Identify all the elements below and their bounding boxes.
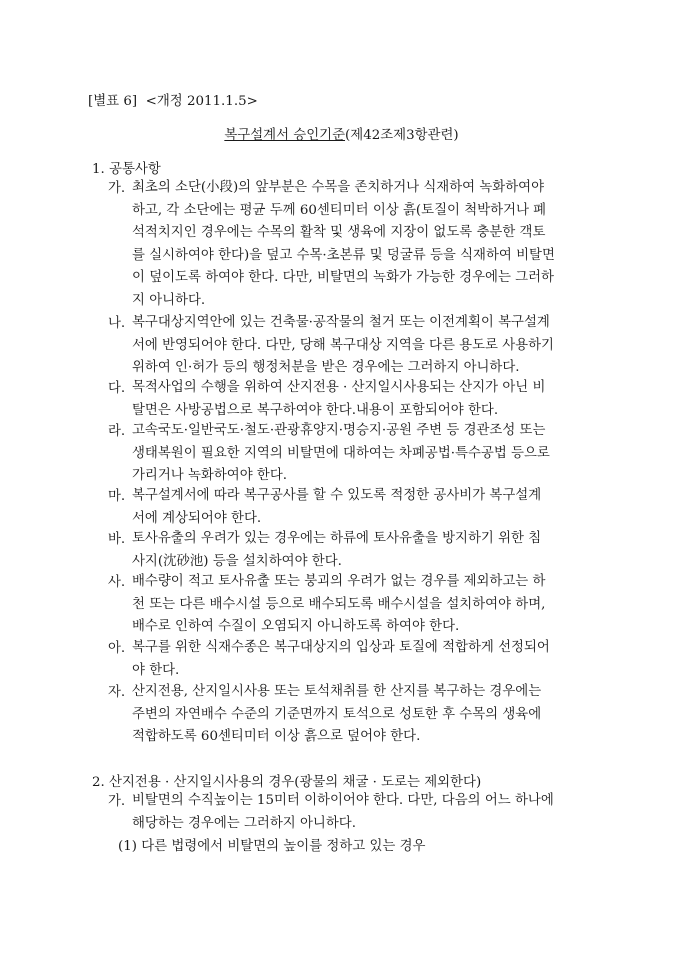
clause-body	[132, 377, 596, 422]
clause-body	[132, 420, 596, 488]
amendment-date: <개정 2011.1.5>	[145, 94, 258, 109]
clause-line: 서에 반영되어야 한다. 다만, 당해 복구대상 지역을 다른 용도로 사용하기	[132, 337, 554, 353]
clause-line: 지 아니하다.	[132, 292, 206, 308]
clause-marker: 바.	[108, 532, 126, 547]
clause-marker: 사.	[108, 575, 126, 590]
clause-line: 하고, 각 소단에는 평균 두께 60센티미터 이상 흙(토질이 척박하거나 폐	[132, 202, 547, 218]
clause-line: 토사유출의 우려가 있는 경우에는 하류에 토사유출을 방지하기 위한 침	[132, 531, 542, 546]
clause-marker: 자.	[108, 685, 126, 700]
clause-line: 위하여 인·허가 등의 행정처분을 받은 경우에는 그러하지 아니하다.	[132, 360, 520, 375]
annex-label: [별표 6]	[88, 94, 138, 109]
clause-line: 복구대상지역안에 있는 건축물·공작물의 철거 또는 이전계획이 복구설계	[132, 315, 550, 330]
annex-header	[88, 90, 258, 109]
clause-marker: 나.	[108, 316, 126, 331]
clause-line: 배수로 인하여 수질이 오염되지 아니하도록 하여야 한다.	[132, 619, 460, 634]
clause-line: 서에 계상되어야 한다.	[132, 510, 262, 526]
clause-line: 이 덮이도록 하여야 한다. 다만, 비탈면의 녹화가 가능한 경우에는 그러하	[132, 270, 554, 285]
clause-marker: 다.	[108, 381, 126, 396]
section-1-heading: 1. 공통사항	[92, 162, 161, 177]
clause-line: 주변의 자연배수 수준의 기준면까지 토석으로 성토한 후 수목의 생육에	[132, 706, 542, 722]
clause-line: 야 한다.	[132, 662, 180, 678]
clause-line: 탈면은 사방공법으로 복구하여야 한다.내용이 포함되어야 한다.	[132, 402, 499, 418]
title-main: 복구설계서 승인기준	[224, 128, 346, 143]
clause-body	[132, 312, 596, 380]
clause-body	[132, 681, 596, 749]
clause-body	[132, 485, 596, 530]
clause-line: 석적치지인 경우에는 수목의 활착 및 생육에 지장이 없도록 충분한 객토	[132, 225, 546, 240]
clause-marker: 가.	[108, 794, 126, 809]
clause-line: 가리거나 녹화하여야 한다.	[132, 468, 288, 483]
clause-body	[132, 177, 596, 312]
clause-line: 배수량이 적고 토사유출 또는 붕괴의 우려가 없는 경우를 제외하고는 하	[132, 574, 546, 589]
clause-body	[132, 528, 596, 573]
clause-line: 적합하도록 60센티미터 이상 흙으로 덮어야 한다.	[132, 729, 421, 744]
clause-line: 를 실시하여야 한다)을 덮고 수목·초본류 및 덩굴류 등을 식재하여 비탈면	[132, 247, 555, 263]
clause-line: 고속국도·일반국도·철도·관광휴양지·명승지·공원 주변 등 경관조성 또는	[132, 423, 546, 438]
clause-marker: 마.	[108, 489, 126, 504]
clause-line: 사지(沈砂池) 등을 설치하여야 한다.	[132, 553, 342, 569]
clause-line: 해당하는 경우에는 그러하지 아니하다.	[132, 815, 356, 831]
section-2-heading: 2. 산지전용 · 산지일시사용의 경우(광물의 채굴 · 도로는 제외한다)	[92, 775, 482, 790]
document-title	[0, 124, 683, 143]
clause-line: 산지전용, 산지일시사용 또는 토석채취를 한 산지를 복구하는 경우에는	[132, 684, 542, 699]
clause-line: 천 또는 다른 배수시설 등으로 배수되도록 배수시설을 설치하여야 하며,	[132, 596, 546, 612]
clause-marker: 아.	[108, 641, 126, 656]
clause-marker: 가.	[108, 181, 126, 196]
clause-line: 최초의 소단(小段)의 앞부분은 수목을 존치하거나 식재하여 녹화하여야	[132, 180, 545, 195]
clause-line: 생태복원이 필요한 지역의 비탈면에 대하여는 차폐공법·특수공법 등으로	[132, 445, 550, 461]
clause-line: 복구를 위한 식재수종은 복구대상지의 입상과 토질에 적합하게 선정되어	[132, 640, 550, 655]
clause-line: 비탈면의 수직높이는 15미터 이하이어야 한다. 다만, 다음의 어느 하나에	[132, 793, 554, 808]
clause-line: 복구설계서에 따라 복구공사를 할 수 있도록 적정한 공사비가 복구설계	[132, 488, 542, 503]
clause-marker: 라.	[108, 424, 126, 439]
title-reference: (제42조제3항관련)	[345, 128, 459, 143]
clause-body	[132, 637, 596, 682]
subclause-1: (1) 다른 법령에서 비탈면의 높이를 정하고 있는 경우	[118, 839, 426, 854]
clause-body	[132, 571, 596, 639]
clause-body	[132, 790, 596, 835]
clause-line: 목적사업의 수행을 위하여 산지전용 · 산지일시사용되는 산지가 아닌 비	[132, 380, 546, 395]
